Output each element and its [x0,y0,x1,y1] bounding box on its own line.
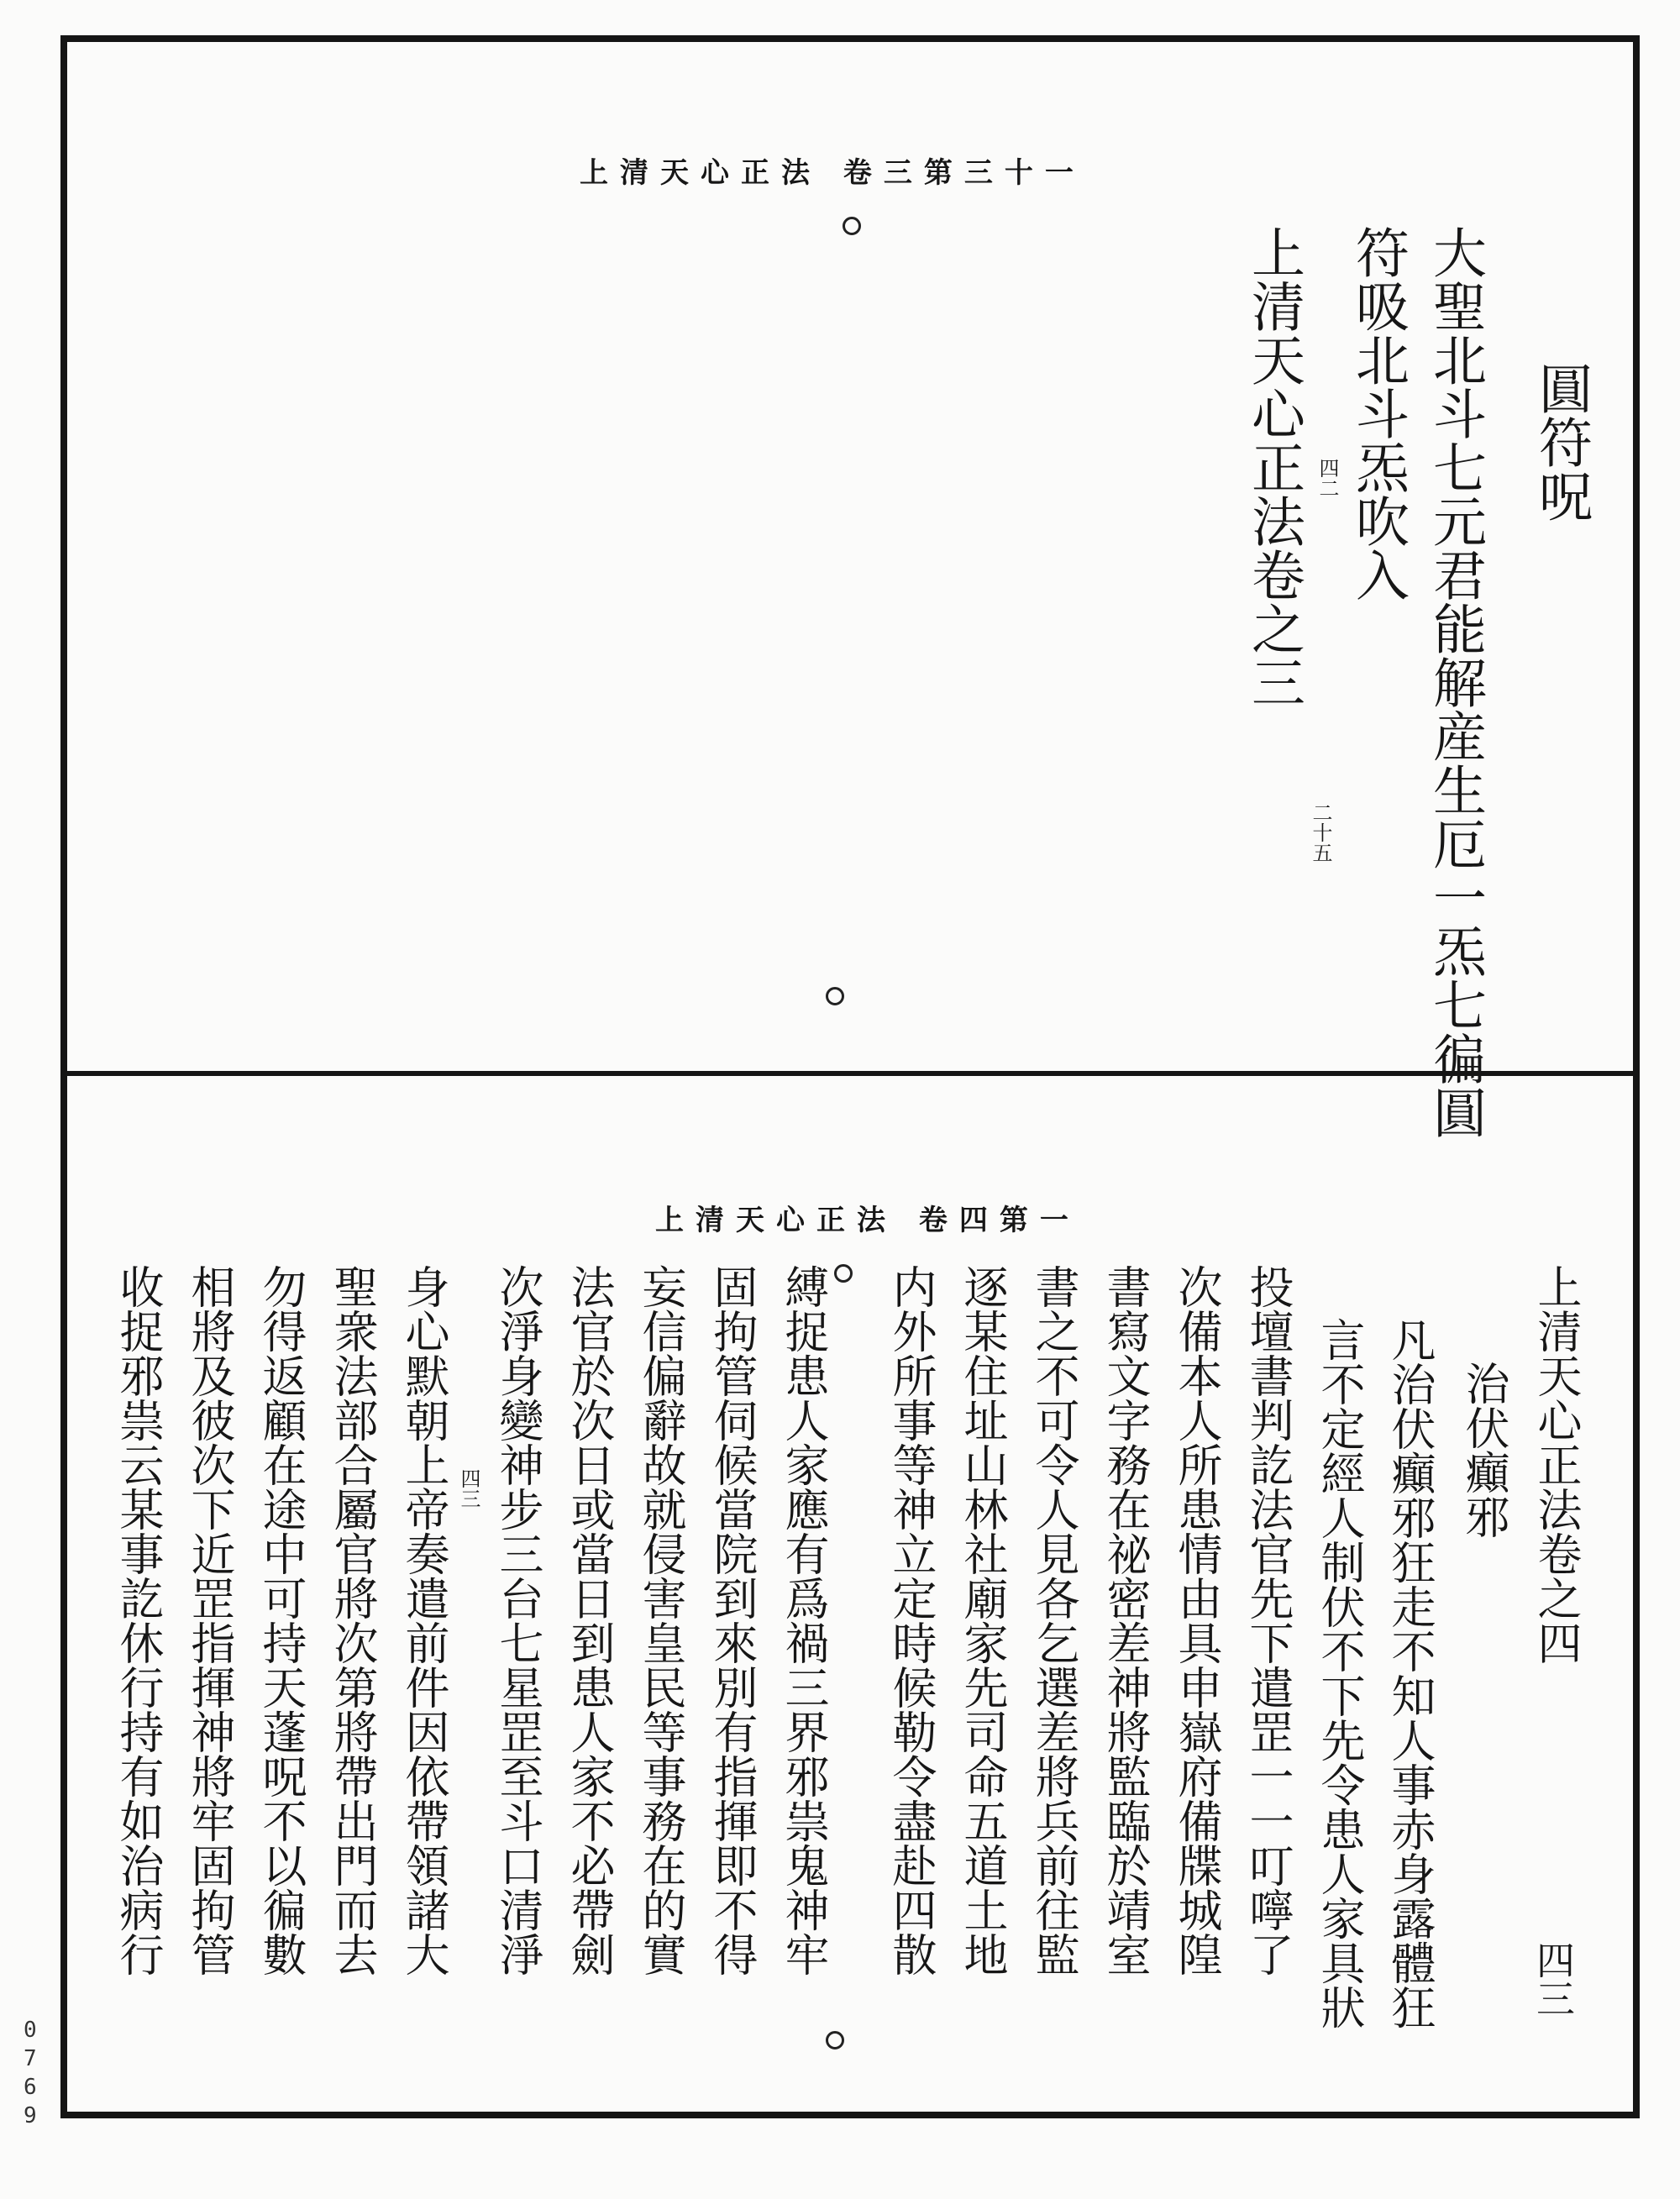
body-text-column: 書寫文字務在祕密差神將監臨於靖室 [1100,1264,1151,1976]
binding-hole-circle [843,217,861,235]
top-volume-end-title: 上清天心正法卷之三 [1242,225,1305,709]
page-divider [60,1071,1640,1076]
body-text-column: 身心默朝上帝奏遣前件因依帶領諸大 [398,1264,449,1976]
bottom-section-title: 治伏癲邪 [1458,1361,1509,1539]
body-text-column: 言不定經人制伏不下先令患人家具狀 [1314,1317,1365,2029]
bottom-page-header: 上清天心正法 卷四第一 [655,1204,1080,1237]
body-text-column: 内外所事等神立定時候勒令盡赴四散 [885,1264,937,1976]
binding-hole-circle [834,1264,853,1283]
body-text-column: 勿得返顧在途中可持天蓬呪不以徧數 [255,1264,307,1976]
top-title-column: 圓符呪 [1530,361,1592,522]
binding-hole-circle [826,2031,844,2049]
top-folio-note: 二十五 [1309,802,1332,863]
body-text-column: 法官於次日或當日到患人家不必帶劍 [564,1264,615,1976]
top-text-column: 符吸北斗炁吹入 [1347,225,1409,601]
body-text-column: 書之不可令人見各乞選差將兵前往監 [1028,1264,1079,1976]
body-text-column: 次備本人所患情由具申嶽府備牒城隍 [1171,1264,1222,1976]
bottom-mid-number-note: 四三 [457,1468,480,1509]
top-page-header: 上清天心正法 卷三第三十一 [580,156,1085,190]
bottom-page-number: 四三 [1530,1940,1576,2018]
body-text-column: 相將及彼次下近罡指揮神將牢固拘管 [184,1264,235,1976]
top-number-note: 四二 [1315,458,1339,498]
top-text-column: 大聖北斗七元君能解産生厄一炁七徧圓 [1424,225,1486,1139]
body-text-column: 投壇書判訖法官先下遣罡一一叮嚀了 [1242,1264,1294,1976]
body-text-column: 次淨身變神步三台七星罡至斗口清淨 [492,1264,543,1976]
body-text-column: 收捉邪祟云某事訖休行持有如治病行 [113,1264,164,1976]
body-text-column: 縛捉患人家應有爲禍三界邪祟鬼神牢 [778,1264,829,1976]
body-text-column: 逐某住址山林社廟家先司命五道土地 [957,1264,1008,1976]
body-text-column: 聖衆法部合屬官將次第將帶出門而去 [327,1264,378,1976]
body-text-column: 妄信偏辭故就侵害皇民等事務在的實 [635,1264,686,1976]
body-text-column: 凡治伏癲邪狂走不知人事赤身露體狂 [1384,1317,1436,2029]
margin-stamp-number: 0769 [24,2018,37,2128]
binding-hole-circle [826,987,844,1005]
body-text-column: 固拘管伺候當院到來別有指揮即不得 [706,1264,758,1976]
bottom-title-column: 上清天心正法卷之四 [1530,1264,1582,1665]
